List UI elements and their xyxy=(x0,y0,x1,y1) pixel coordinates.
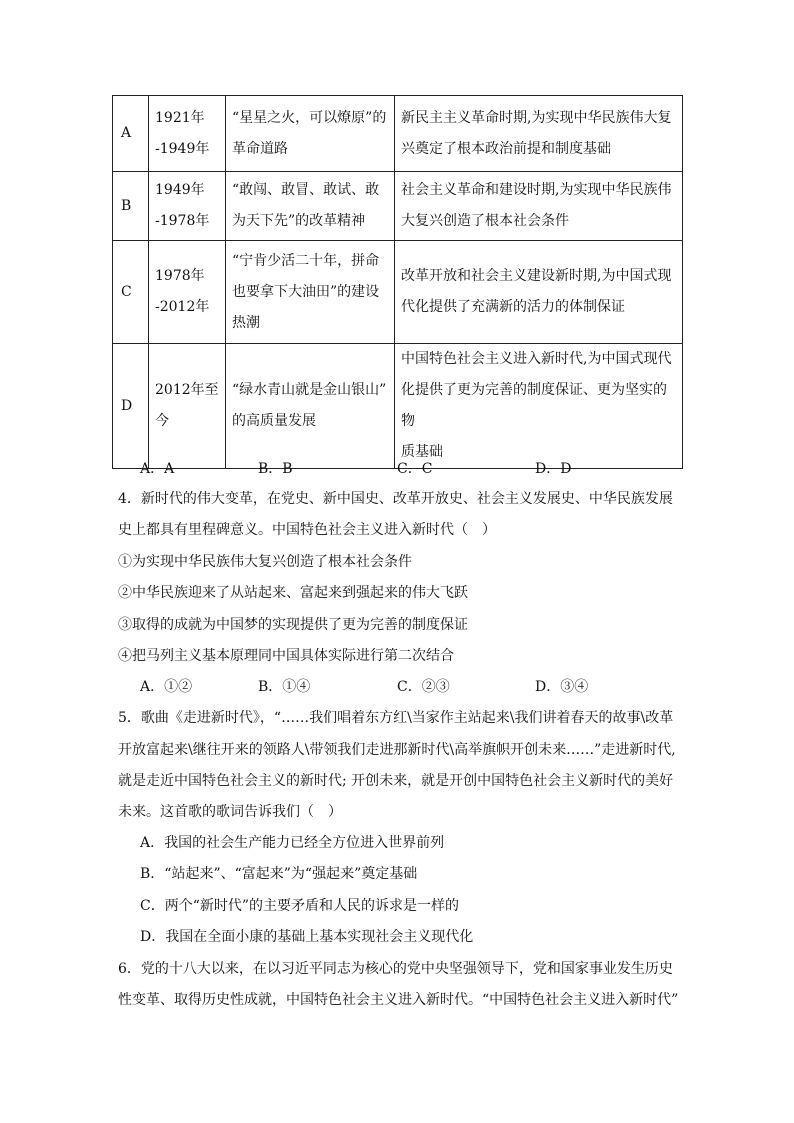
q4-stem-line: 4．新时代的伟大变革，在党史、新中国史、改革开放史、社会主义发展史、中华民族发展 xyxy=(118,491,673,507)
spirit-cell xyxy=(226,344,395,469)
spirit-line: “绿水青山就是金山银山” xyxy=(232,382,387,398)
period-line: 1949年 xyxy=(155,182,205,198)
period-line: 1921年 xyxy=(155,109,205,126)
q6-stem-line: 6．党的十八大以来，在以习近平同志为核心的党中央坚强领导下，党和国家事业发生历史 xyxy=(118,961,673,977)
period-line: 今 xyxy=(155,413,169,429)
choice-a[interactable]: A．①② xyxy=(140,679,193,695)
table-row xyxy=(113,344,683,469)
options-table xyxy=(112,95,683,469)
option-cell xyxy=(113,96,149,172)
period-line: -1978年 xyxy=(155,213,210,229)
spirit-line: “星星之火，可以燎原”的 xyxy=(232,109,387,126)
meaning-line: 兴奠定了根本政治前提和制度基础 xyxy=(401,140,611,157)
choice-c[interactable]: C．②③ xyxy=(397,679,450,695)
meaning-cell xyxy=(395,96,683,172)
meaning-cell xyxy=(395,344,683,469)
option-letter: B xyxy=(121,197,132,214)
spirit-line: 也要拿下大油田”的建设 xyxy=(232,283,380,300)
option-cell xyxy=(113,241,149,344)
period-cell xyxy=(149,96,226,172)
meaning-line: 化提供了更为完善的制度保证、更为坚实的物 xyxy=(401,382,667,429)
choice-a[interactable]: A．A xyxy=(140,461,175,477)
q4-statement: ④把马列主义基本原理同中国具体实际进行第二次结合 xyxy=(118,648,454,664)
period-cell xyxy=(149,172,226,241)
meaning-line: 中国特色社会主义进入新时代,为中国式现代 xyxy=(401,351,672,367)
spirit-line: 革命道路 xyxy=(232,140,288,157)
spirit-cell xyxy=(226,241,395,344)
choice-d[interactable]: D．D xyxy=(535,461,572,477)
period-line: -1949年 xyxy=(155,140,210,157)
spirit-cell xyxy=(226,96,395,172)
q5-stem-line: 就是走近中国特色社会主义的新时代; 开创未来，就是开创中国特色社会主义新时代的美好 xyxy=(118,773,674,789)
choice-b[interactable]: B．①④ xyxy=(258,679,311,695)
q3-choices xyxy=(140,458,680,480)
option-letter: D xyxy=(121,397,133,414)
meaning-line: 社会主义革命和建设时期,为实现中华民族伟 xyxy=(401,182,672,198)
option-cell xyxy=(113,344,149,469)
period-line: 2012年至 xyxy=(155,382,219,398)
meaning-line: 新民主主义革命时期,为实现中华民族伟大复 xyxy=(401,109,672,126)
q4-statement: ②中华民族迎来了从站起来、富起来到强起来的伟大飞跃 xyxy=(118,585,468,601)
q5-choice-a[interactable]: A．我国的社会生产能力已经全方位进入世界前列 xyxy=(140,835,445,851)
q5-choice-d[interactable]: D．我国在全面小康的基础上基本实现社会主义现代化 xyxy=(140,929,474,945)
meaning-line: 改革开放和社会主义建设新时期,为中国式现 xyxy=(401,268,672,284)
choice-c[interactable]: C．C xyxy=(397,461,433,477)
option-letter: C xyxy=(121,283,132,300)
period-cell xyxy=(149,344,226,469)
spirit-cell xyxy=(226,172,395,241)
period-cell xyxy=(149,241,226,344)
option-letter: A xyxy=(121,125,132,141)
q5-choice-c[interactable]: C．两个“新时代”的主要矛盾和人民的诉求是一样的 xyxy=(140,898,460,914)
q5-stem-line: 开放富起来\继往开来的领路人\带领我们走进那新时代\高举旗帜开创未来……”走进新时代, xyxy=(118,742,676,758)
meaning-line: 质基础 xyxy=(401,444,443,460)
q5-stem-line: 未来。这首歌的歌词告诉我们（ ） xyxy=(118,804,342,820)
period-line: -2012年 xyxy=(155,299,210,315)
spirit-line: 热潮 xyxy=(232,314,260,331)
meaning-cell xyxy=(395,241,683,344)
spirit-line: 为天下先”的改革精神 xyxy=(232,213,366,229)
table-row xyxy=(113,172,683,241)
table-row xyxy=(113,241,683,344)
q4-statement: ③取得的成就为中国梦的实现提供了更为完善的制度保证 xyxy=(118,617,468,633)
q6-stem-line: 性变革、取得历史性成就，中国特色社会主义进入新时代。“中国特色社会主义进入新时代” xyxy=(118,992,679,1008)
choice-d[interactable]: D．③④ xyxy=(535,679,589,695)
q4-choices xyxy=(140,676,680,698)
q5-stem-line: 5．歌曲《走进新时代》，“……我们唱着东方红\当家作主站起来\我们讲着春天的故事\改革 xyxy=(118,710,674,726)
meaning-cell xyxy=(395,172,683,241)
period-line: 1978年 xyxy=(155,268,205,284)
option-cell xyxy=(113,172,149,241)
spirit-line: 的高质量发展 xyxy=(232,413,316,429)
q4-statement: ①为实现中华民族伟大复兴创造了根本社会条件 xyxy=(118,554,412,570)
q4-stem-line: 史上都具有里程碑意义。中国特色社会主义进入新时代（ ） xyxy=(118,522,496,538)
spirit-line: “宁肯少活二十年，拼命 xyxy=(232,252,380,269)
meaning-line: 大复兴创造了根本社会条件 xyxy=(401,213,569,229)
meaning-line: 代化提供了充满新的活力的体制保证 xyxy=(401,299,625,315)
spirit-line: “敢闯、敢冒、敢试、敢 xyxy=(232,182,380,198)
q5-choice-b[interactable]: B．“站起来”、“富起来”为“强起来”奠定基础 xyxy=(140,866,418,882)
table-row xyxy=(113,96,683,172)
choice-b[interactable]: B．B xyxy=(258,461,293,477)
